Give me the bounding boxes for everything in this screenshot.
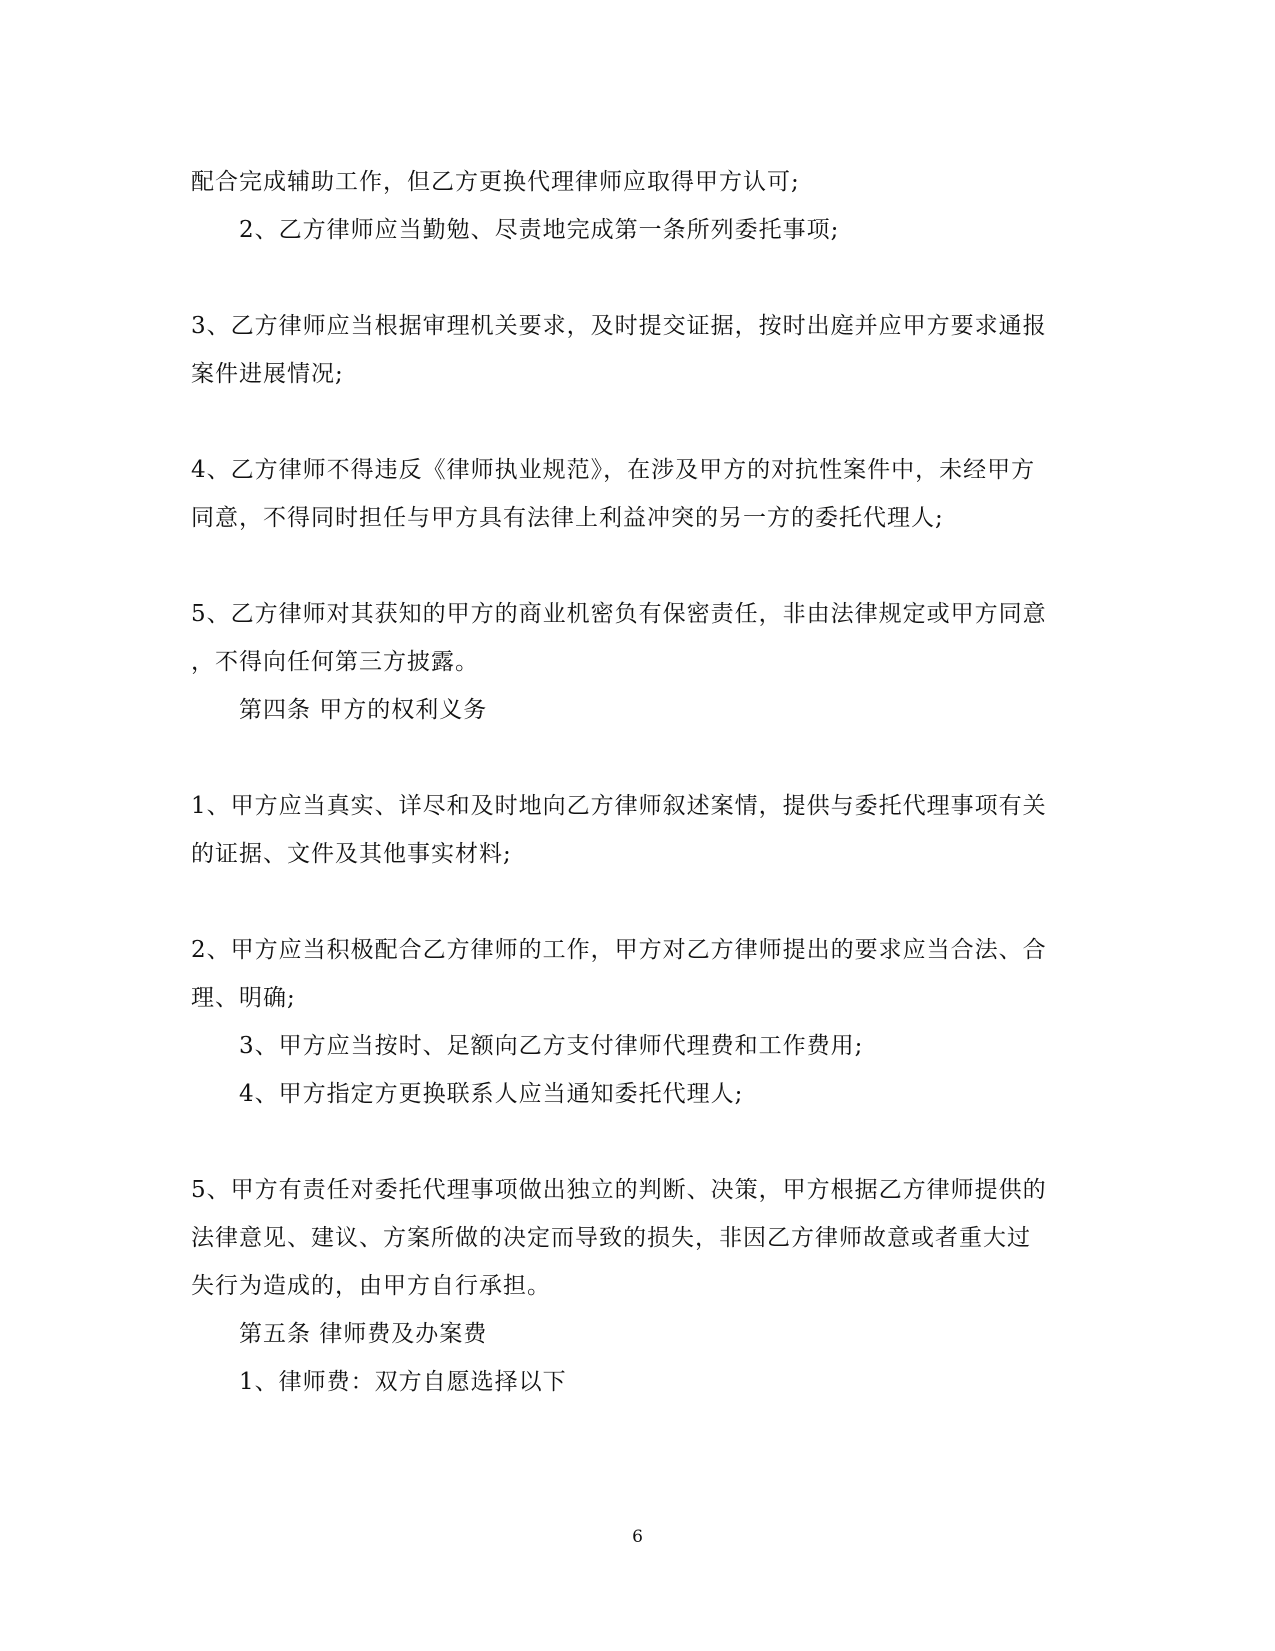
text-line: 3、甲方应当按时、足额向乙方支付律师代理费和工作费用;	[239, 1033, 864, 1059]
text-line: 3、乙方律师应当根据审理机关要求，及时提交证据，按时出庭并应甲方要求通报	[191, 313, 1047, 339]
section-heading: 第四条 甲方的权利义务	[239, 697, 488, 723]
text-line: 4、乙方律师不得违反《律师执业规范》，在涉及甲方的对抗性案件中，未经甲方	[191, 457, 1036, 483]
text-line: 2、乙方律师应当勤勉、尽责地完成第一条所列委托事项;	[239, 217, 840, 243]
page-number: 6	[632, 1527, 643, 1547]
text-line: 4、甲方指定方更换联系人应当通知委托代理人;	[239, 1081, 744, 1107]
text-line: 配合完成辅助工作，但乙方更换代理律师应取得甲方认可;	[191, 169, 800, 195]
text-line: 5、乙方律师对其获知的甲方的商业机密负有保密责任，非由法律规定或甲方同意	[191, 601, 1047, 627]
text-line: 5、甲方有责任对委托代理事项做出独立的判断、决策，甲方根据乙方律师提供的	[191, 1177, 1047, 1203]
text-line: 案件进展情况;	[191, 361, 344, 387]
text-line: 2、甲方应当积极配合乙方律师的工作，甲方对乙方律师提出的要求应当合法、合	[191, 937, 1047, 963]
text-line: 的证据、文件及其他事实材料;	[191, 841, 512, 867]
text-line: 1、甲方应当真实、详尽和及时地向乙方律师叙述案情，提供与委托代理事项有关	[191, 793, 1047, 819]
text-line: 1、律师费：双方自愿选择以下	[239, 1369, 567, 1395]
text-line: 同意，不得同时担任与甲方具有法律上利益冲突的另一方的委托代理人;	[191, 505, 944, 531]
text-line: ，不得向任何第三方披露。	[191, 649, 479, 675]
text-line: 失行为造成的，由甲方自行承担。	[191, 1273, 551, 1299]
section-heading: 第五条 律师费及办案费	[239, 1321, 488, 1347]
text-line: 理、明确;	[191, 985, 296, 1011]
text-line: 法律意见、建议、方案所做的决定而导致的损失，非因乙方律师故意或者重大过	[191, 1225, 1031, 1251]
